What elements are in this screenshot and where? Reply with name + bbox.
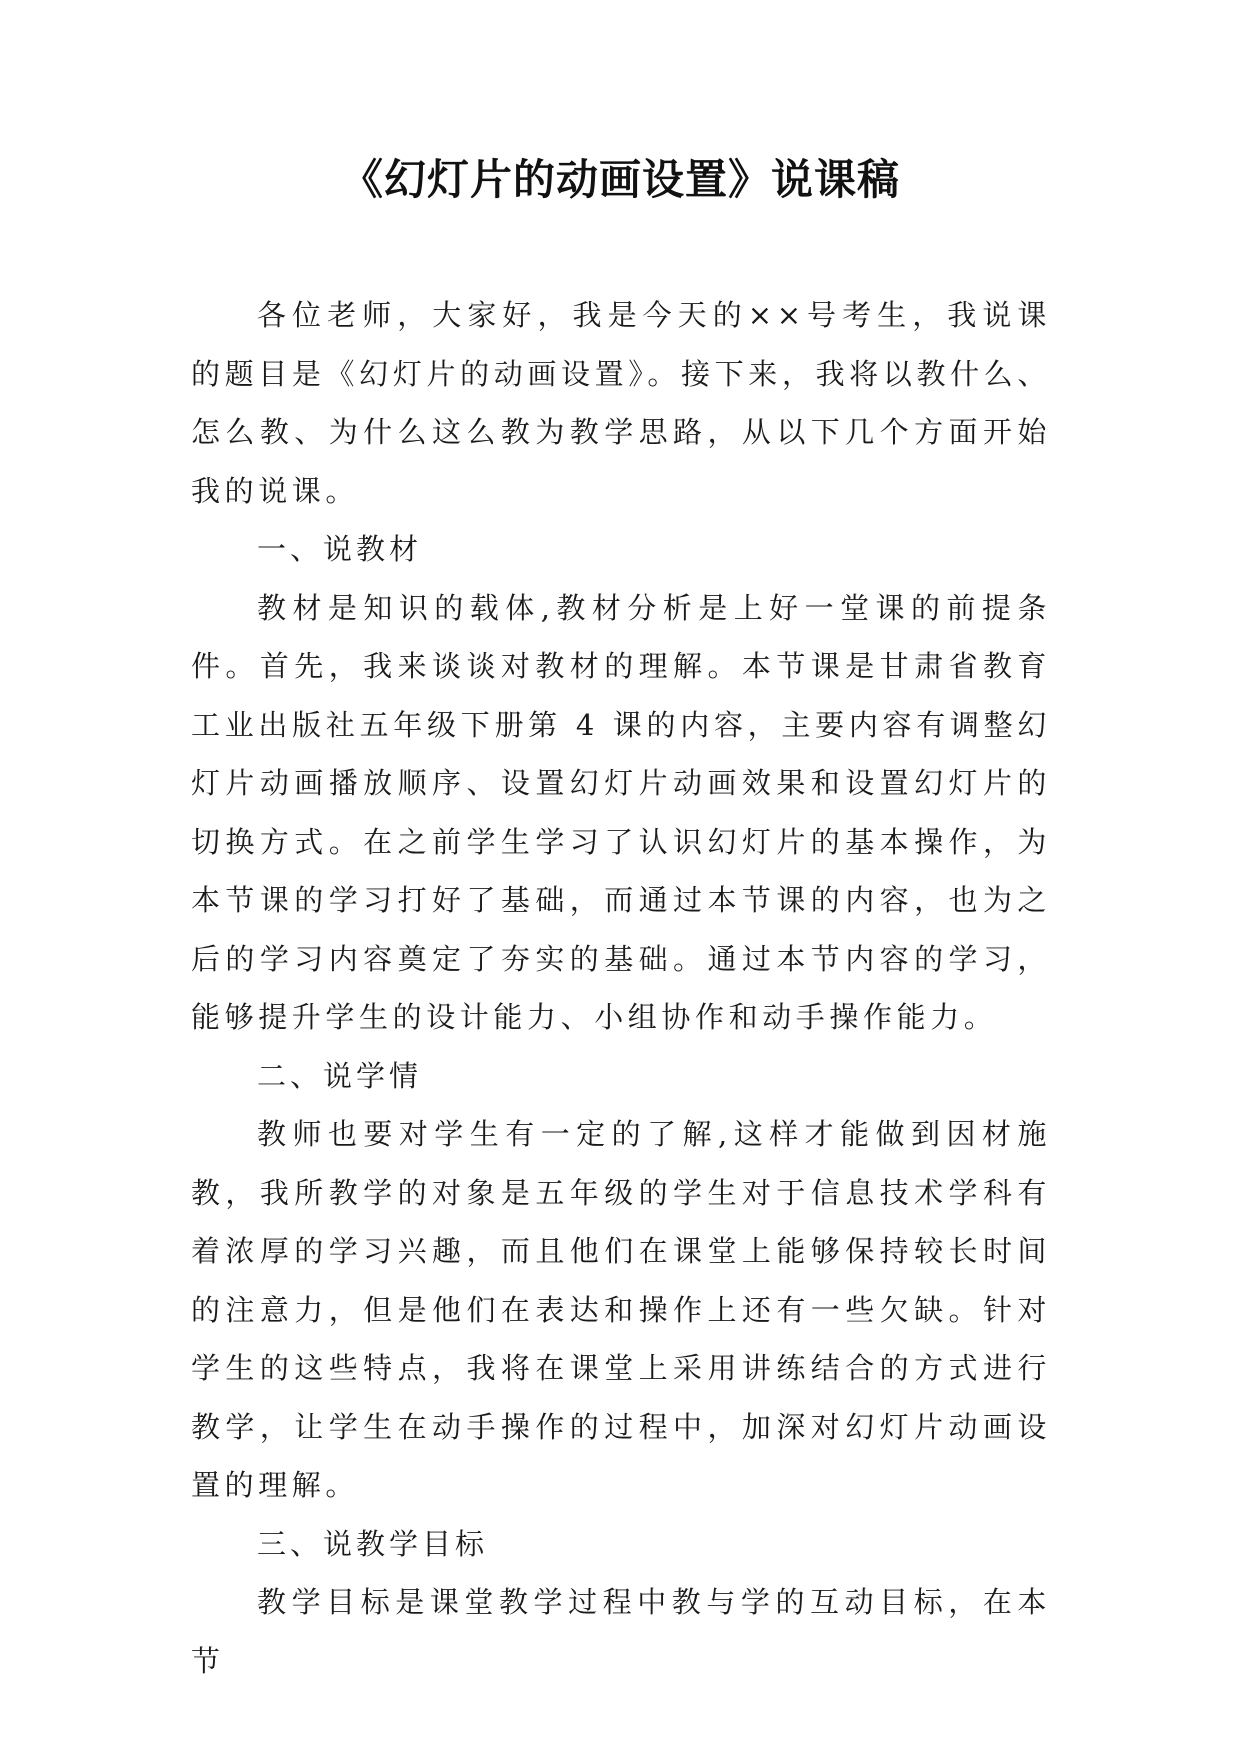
paragraph-students: 教师也要对学生有一定的了解,这样才能做到因材施教，我所教学的对象是五年级的学生对于信息技术学科有着浓厚的学习兴趣，而且他们在课堂上能够保持较长时间的注意力，但是他们在表达和操作上还有一些欠缺。针对学生的这些特点，我将在课堂上采用讲练结合的方式进行教学，让学生在动手操作的过程中，加深对幻灯片动画设置的理解。 [191,1117,1051,1502]
paragraph-objectives: 教学目标是课堂教学过程中教与学的互动目标，在本节 [191,1585,1051,1678]
section-heading-students: 二、说学情 [257,1058,423,1093]
document-title: 《幻灯片的动画设置》说课稿 [340,155,900,204]
paragraph-intro: 各位老师，大家好，我是今天的××号考生，我说课的题目是《幻灯片的动画设置》。接下来，我将以教什么、怎么教、为什么这么教为教学思路，从以下几个方面开始我的说课。 [191,298,1051,508]
document-body [191,286,1051,1690]
paragraph-textbook: 教材是知识的载体,教材分析是上好一堂课的前提条件。首先，我来谈谈对教材的理解。本节课是甘肃省教育工业出版社五年级下册第 4 课的内容，主要内容有调整幻灯片动画播放顺序、设置幻灯片动画效果和设置幻灯片的切换方式。在之前学生学习了认识幻灯片的基本操作，为本节课的学习打好了基础，而通过本节课的内容，也为之后的学习内容奠定了夯实的基础。通过本节内容的学习，能够提升学生的设计能力、小组协作和动手操作能力。 [191,590,1051,1034]
section-heading-objectives: 三、说教学目标 [257,1526,489,1561]
section-heading-textbook: 一、说教材 [257,532,423,566]
